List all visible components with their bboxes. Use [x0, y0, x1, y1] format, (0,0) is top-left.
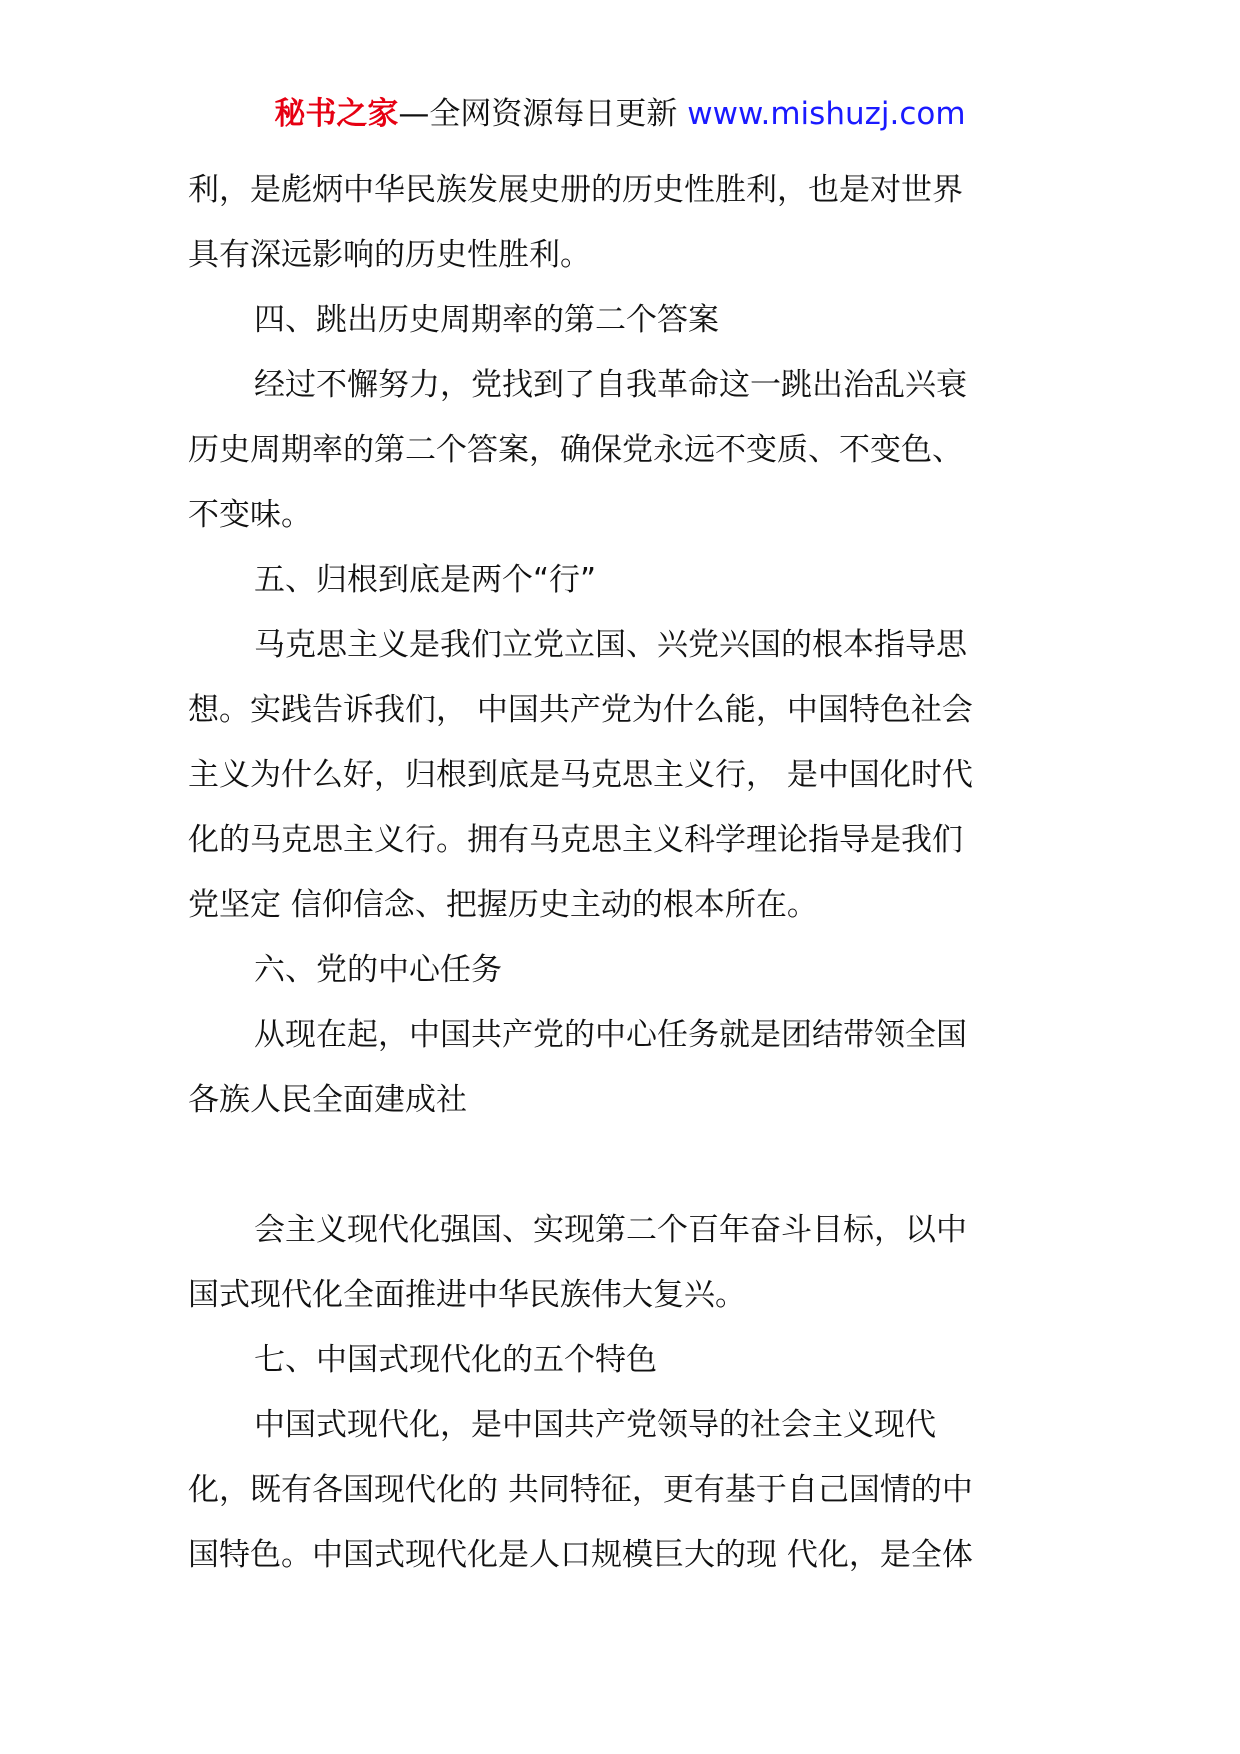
- section-heading: 六、党的中心任务: [254, 952, 502, 988]
- document-body: [188, 158, 1063, 1588]
- paragraph-line: 国式现代化全面推进中华民族伟大复兴。: [188, 1277, 746, 1313]
- site-slogan: —全网资源每日更新: [398, 96, 688, 132]
- section-heading: 七、中国式现代化的五个特色: [254, 1342, 657, 1378]
- paragraph-line: 主义为什么好，归根到底是马克思主义行， 是中国化时代: [188, 757, 973, 793]
- paragraph-line: 从现在起，中国共产党的中心任务就是团结带领全国: [254, 1017, 967, 1053]
- section-heading: 五、归根到底是两个“行”: [254, 562, 597, 598]
- paragraph-line: 马克思主义是我们立党立国、兴党兴国的根本指导思: [254, 627, 967, 663]
- paragraph-line: 化，既有各国现代化的 共同特征，更有基于自己国情的中: [188, 1472, 973, 1508]
- paragraph-line: 想。实践告诉我们， 中国共产党为什么能，中国特色社会: [188, 692, 973, 728]
- paragraph-line: 各族人民全面建成社: [188, 1082, 467, 1118]
- paragraph-line: 中国式现代化，是中国共产党领导的社会主义现代: [254, 1407, 936, 1443]
- paragraph-line: 具有深远影响的历史性胜利。: [188, 237, 591, 273]
- paragraph-line: 会主义现代化强国、实现第二个百年奋斗目标，以中: [254, 1212, 967, 1248]
- site-url-link[interactable]: www.mishuzj.com: [687, 96, 966, 132]
- paragraph-line: 不变味。: [188, 497, 312, 533]
- paragraph-line: 国特色。中国式现代化是人口规模巨大的现 代化，是全体: [188, 1537, 973, 1573]
- site-brand: 秘书之家: [274, 96, 399, 132]
- paragraph-gap: [188, 1133, 1063, 1198]
- paragraph-line: 经过不懈努力，党找到了自我革命这一跳出治乱兴衰: [254, 367, 967, 403]
- paragraph-line: 历史周期率的第二个答案，确保党永远不变质、不变色、: [188, 432, 963, 468]
- site-header: [0, 92, 1240, 136]
- section-heading: 四、跳出历史周期率的第二个答案: [254, 302, 719, 338]
- paragraph-line: 利，是彪炳中华民族发展史册的历史性胜利，也是对世界: [188, 172, 963, 208]
- paragraph-line: 党坚定 信仰信念、把握历史主动的根本所在。: [188, 887, 818, 923]
- paragraph-line: 化的马克思主义行。拥有马克思主义科学理论指导是我们: [188, 822, 963, 858]
